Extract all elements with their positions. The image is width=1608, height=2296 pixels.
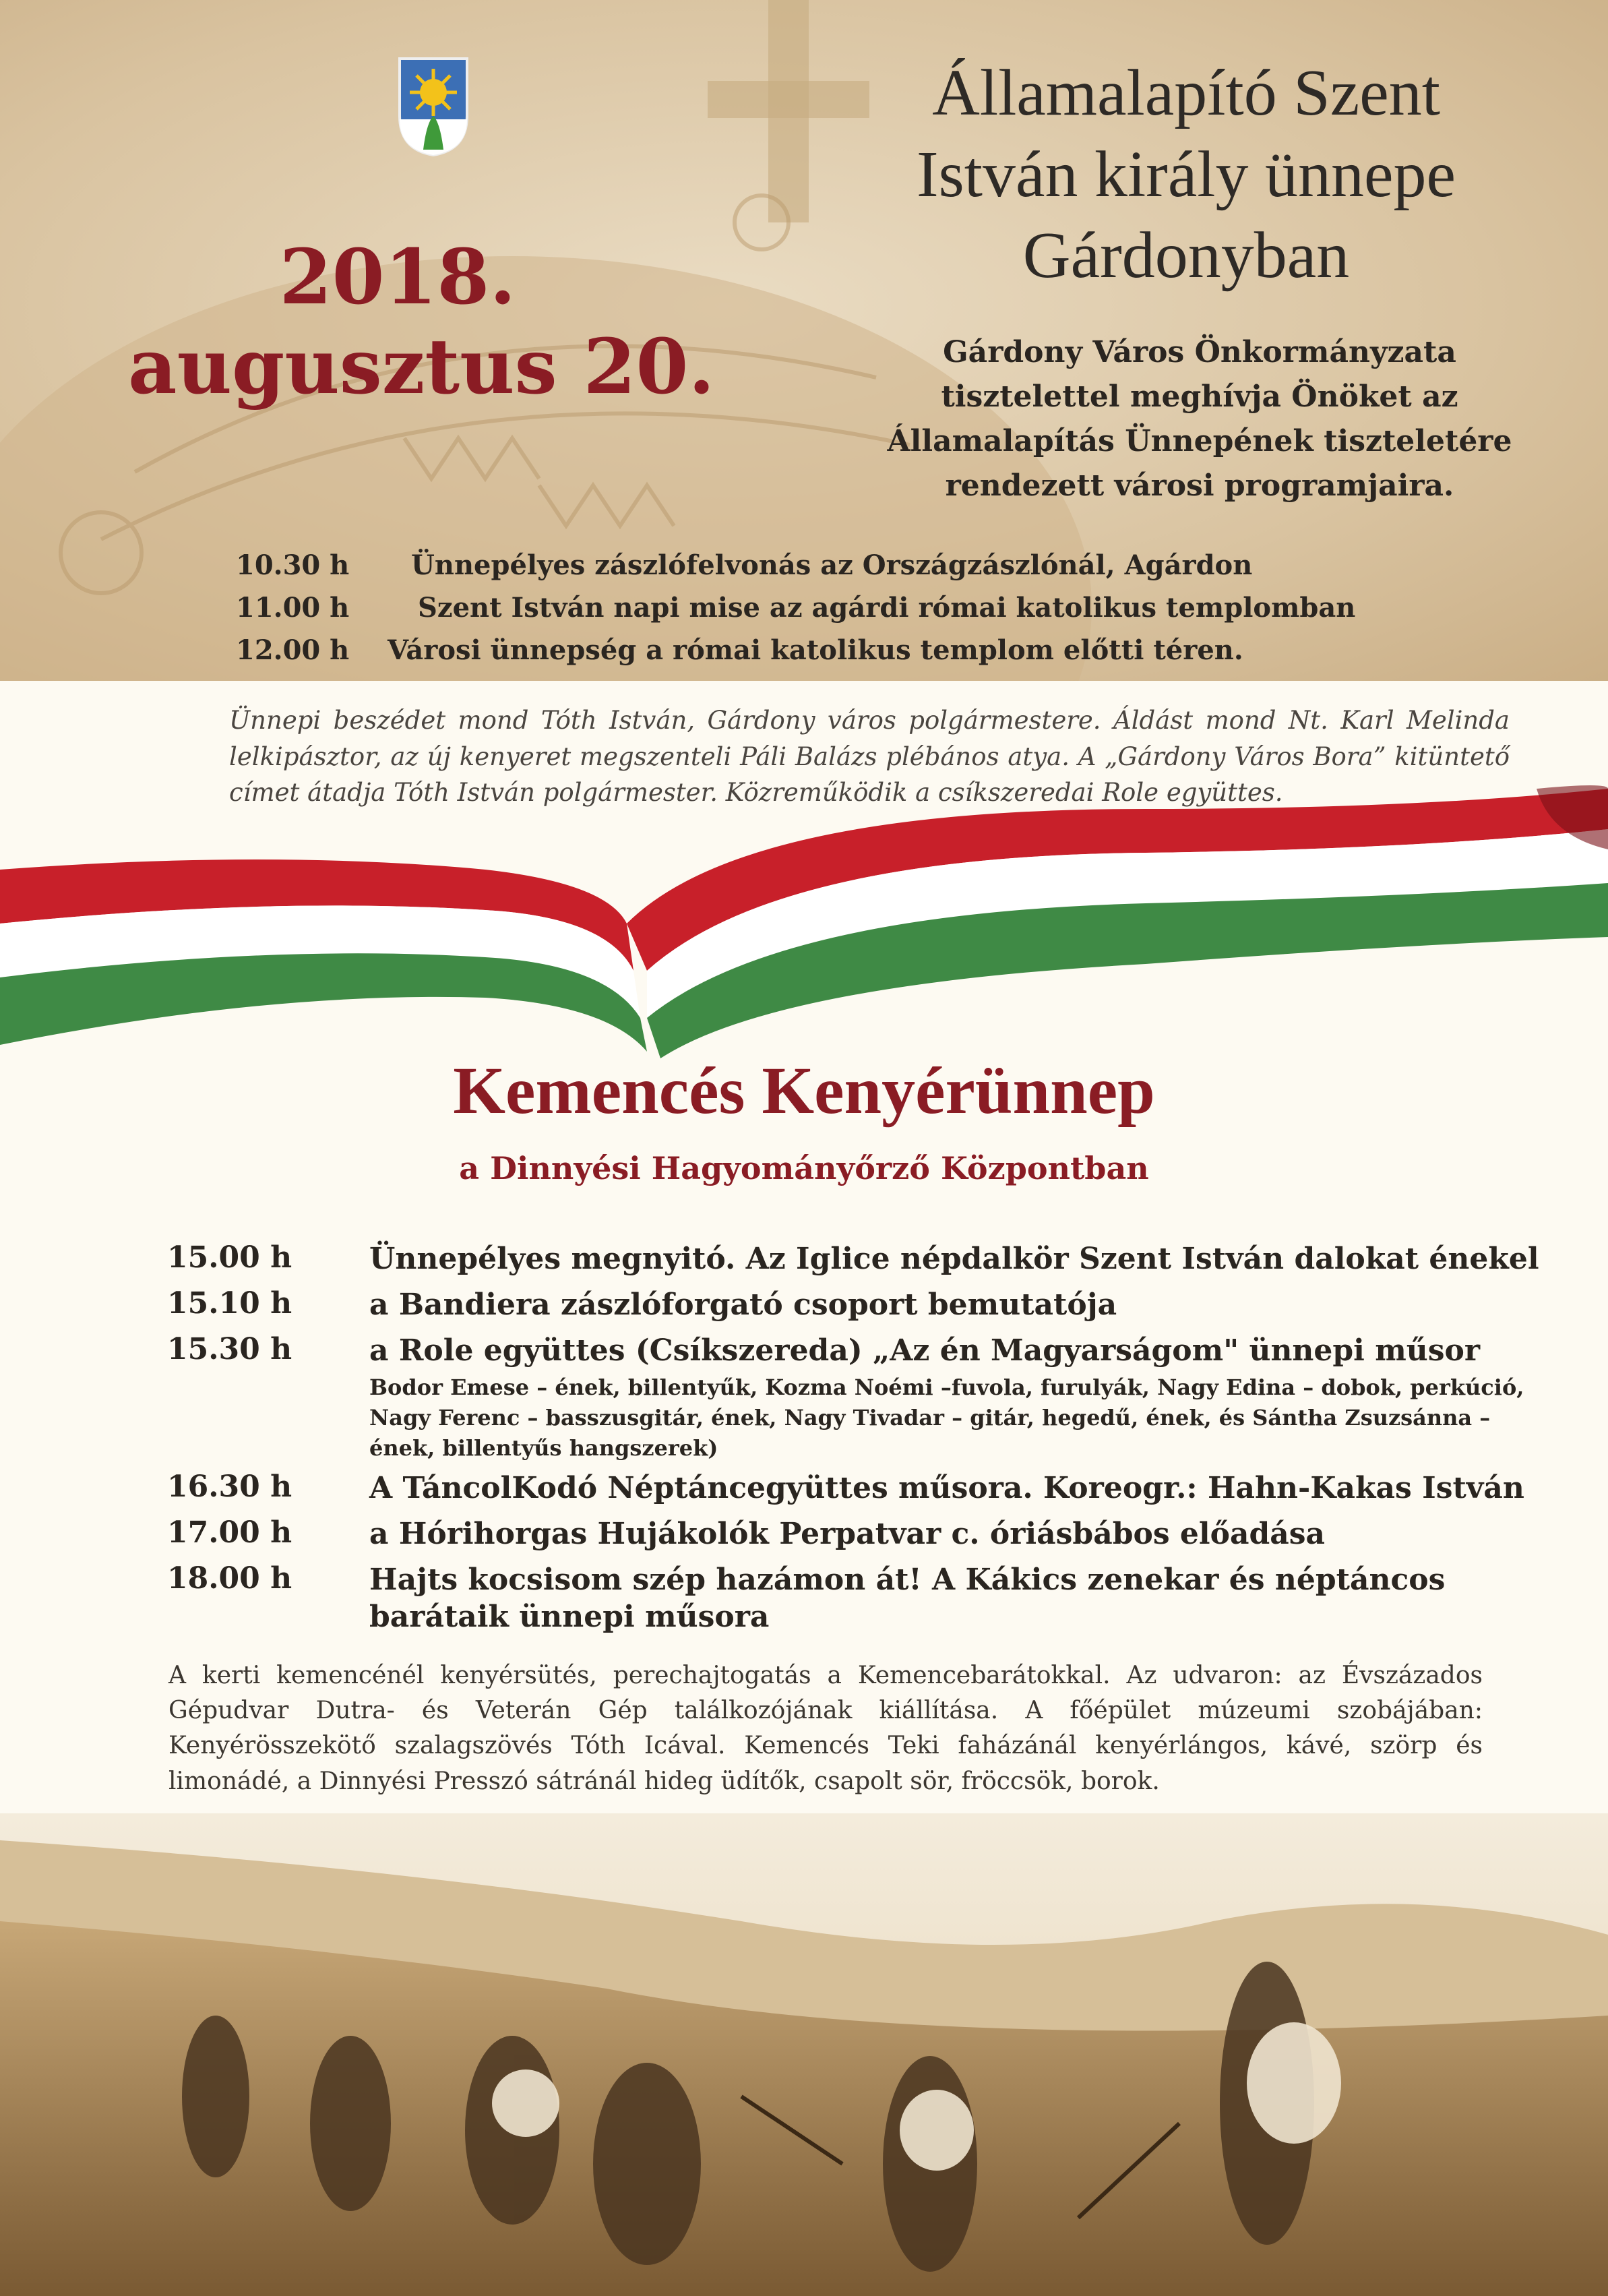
invitation-line: Államalapítás Ünnepének tiszteletére	[887, 424, 1512, 458]
program-time: 15.10 h	[167, 1286, 292, 1321]
festival-title: Kemencés Kenyérünnep	[453, 1053, 1155, 1128]
program-time: 15.00 h	[167, 1240, 292, 1275]
invitation-line: rendezett városi programjaira.	[945, 469, 1454, 503]
event-year: 2018.	[279, 233, 516, 322]
program-time: 11.00 h	[236, 592, 350, 624]
festival-note: A kerti kemencénél kenyérsütés, perechajtogatás a Kemencebarátokkal. Az udvaron: az Évszázados Gépudvar Dutra- és Veterán Gép találkozójának kiállítása. A főépület múzeumi szobájában: Kenyérösszekötő szalagszövés Tóth Icával. Kemencés Teki faházánál kenyérlángos, kávé, szörp és limonádé, a Dinnyési Presszó sátránál hideg üdítők, csapolt sör, fröccsök, borok.	[168, 1662, 1483, 1795]
program-text: Hajts kocsisom szép hazámon át! A Kákics zenekar és néptáncos barátaik ünnepi műsora	[369, 1563, 1446, 1634]
program-time: 10.30 h	[236, 549, 350, 581]
role-members-text: Bodor Emese – ének, billentyűk, Kozma Noémi –fuvola, furulyák, Nagy Edina – dobok, perkúció, Nagy Ferenc – basszusgitár, ének, Nagy Tivadar – gitár, hegedű, ének, és Sántha Zsuzsánna – ének, billentyűs hangszerek)	[369, 1374, 1524, 1461]
program-text: a Bandiera zászlóforgató csoport bemutatója	[369, 1288, 1117, 1322]
program-text: Ünnepélyes megnyitó. Az Iglice népdalkör Szent István dalokat énekel	[369, 1242, 1539, 1276]
event-date: augusztus 20.	[128, 323, 715, 411]
program-text: Ünnepélyes zászlófelvonás az Országzászlónál, Agárdon	[411, 549, 1253, 581]
program-time: 18.00 h	[167, 1561, 292, 1596]
invitation-line: tisztelettel meghívja Önöket az	[941, 380, 1458, 414]
title-line: István király ünnepe	[916, 138, 1456, 211]
program-time: 17.00 h	[167, 1515, 292, 1550]
ceremony-note: Ünnepi beszédet mond Tóth István, Gárdony város polgármestere. Áldást mond Nt. Karl Melinda lelkipásztor, az új kenyeret megszenteli Páli Balázs plébános atya. A „Gárdony Város Bora” kitüntető címet átadja Tóth István polgármester. Közreműködik a csíkszeredai Role együttes.	[229, 706, 1510, 808]
harvest-photo	[0, 1813, 1608, 2296]
program-text: a Hórihorgas Hujákolók Perpatvar c. óriásbábos előadása	[369, 1517, 1326, 1551]
invitation-line: Gárdony Város Önkormányzata	[943, 335, 1456, 369]
program-text: Városi ünnepség a római katolikus templom előtti téren.	[388, 634, 1243, 666]
program-text: A TáncolKodó Néptáncegyüttes műsora. Koreogr.: Hahn-Kakas István	[369, 1471, 1524, 1505]
program-time: 16.30 h	[167, 1470, 292, 1504]
festival-subtitle: a Dinnyési Hagyományőrző Központban	[459, 1150, 1149, 1186]
program-time: 12.00 h	[236, 634, 350, 666]
event-title	[836, 53, 1537, 297]
coat-of-arms-logo	[396, 55, 470, 156]
invitation-text	[869, 330, 1530, 508]
title-line: Államalapító Szent	[932, 57, 1440, 129]
flag-ribbon-decoration	[0, 768, 1608, 1092]
title-line: Gárdonyban	[1022, 219, 1350, 293]
program-text: Szent István napi mise az agárdi római katolikus templomban	[418, 592, 1356, 624]
program-text: a Role együttes (Csíkszereda) „Az én Magyarságom" ünnepi műsor	[369, 1333, 1481, 1368]
program-time: 15.30 h	[167, 1332, 292, 1366]
